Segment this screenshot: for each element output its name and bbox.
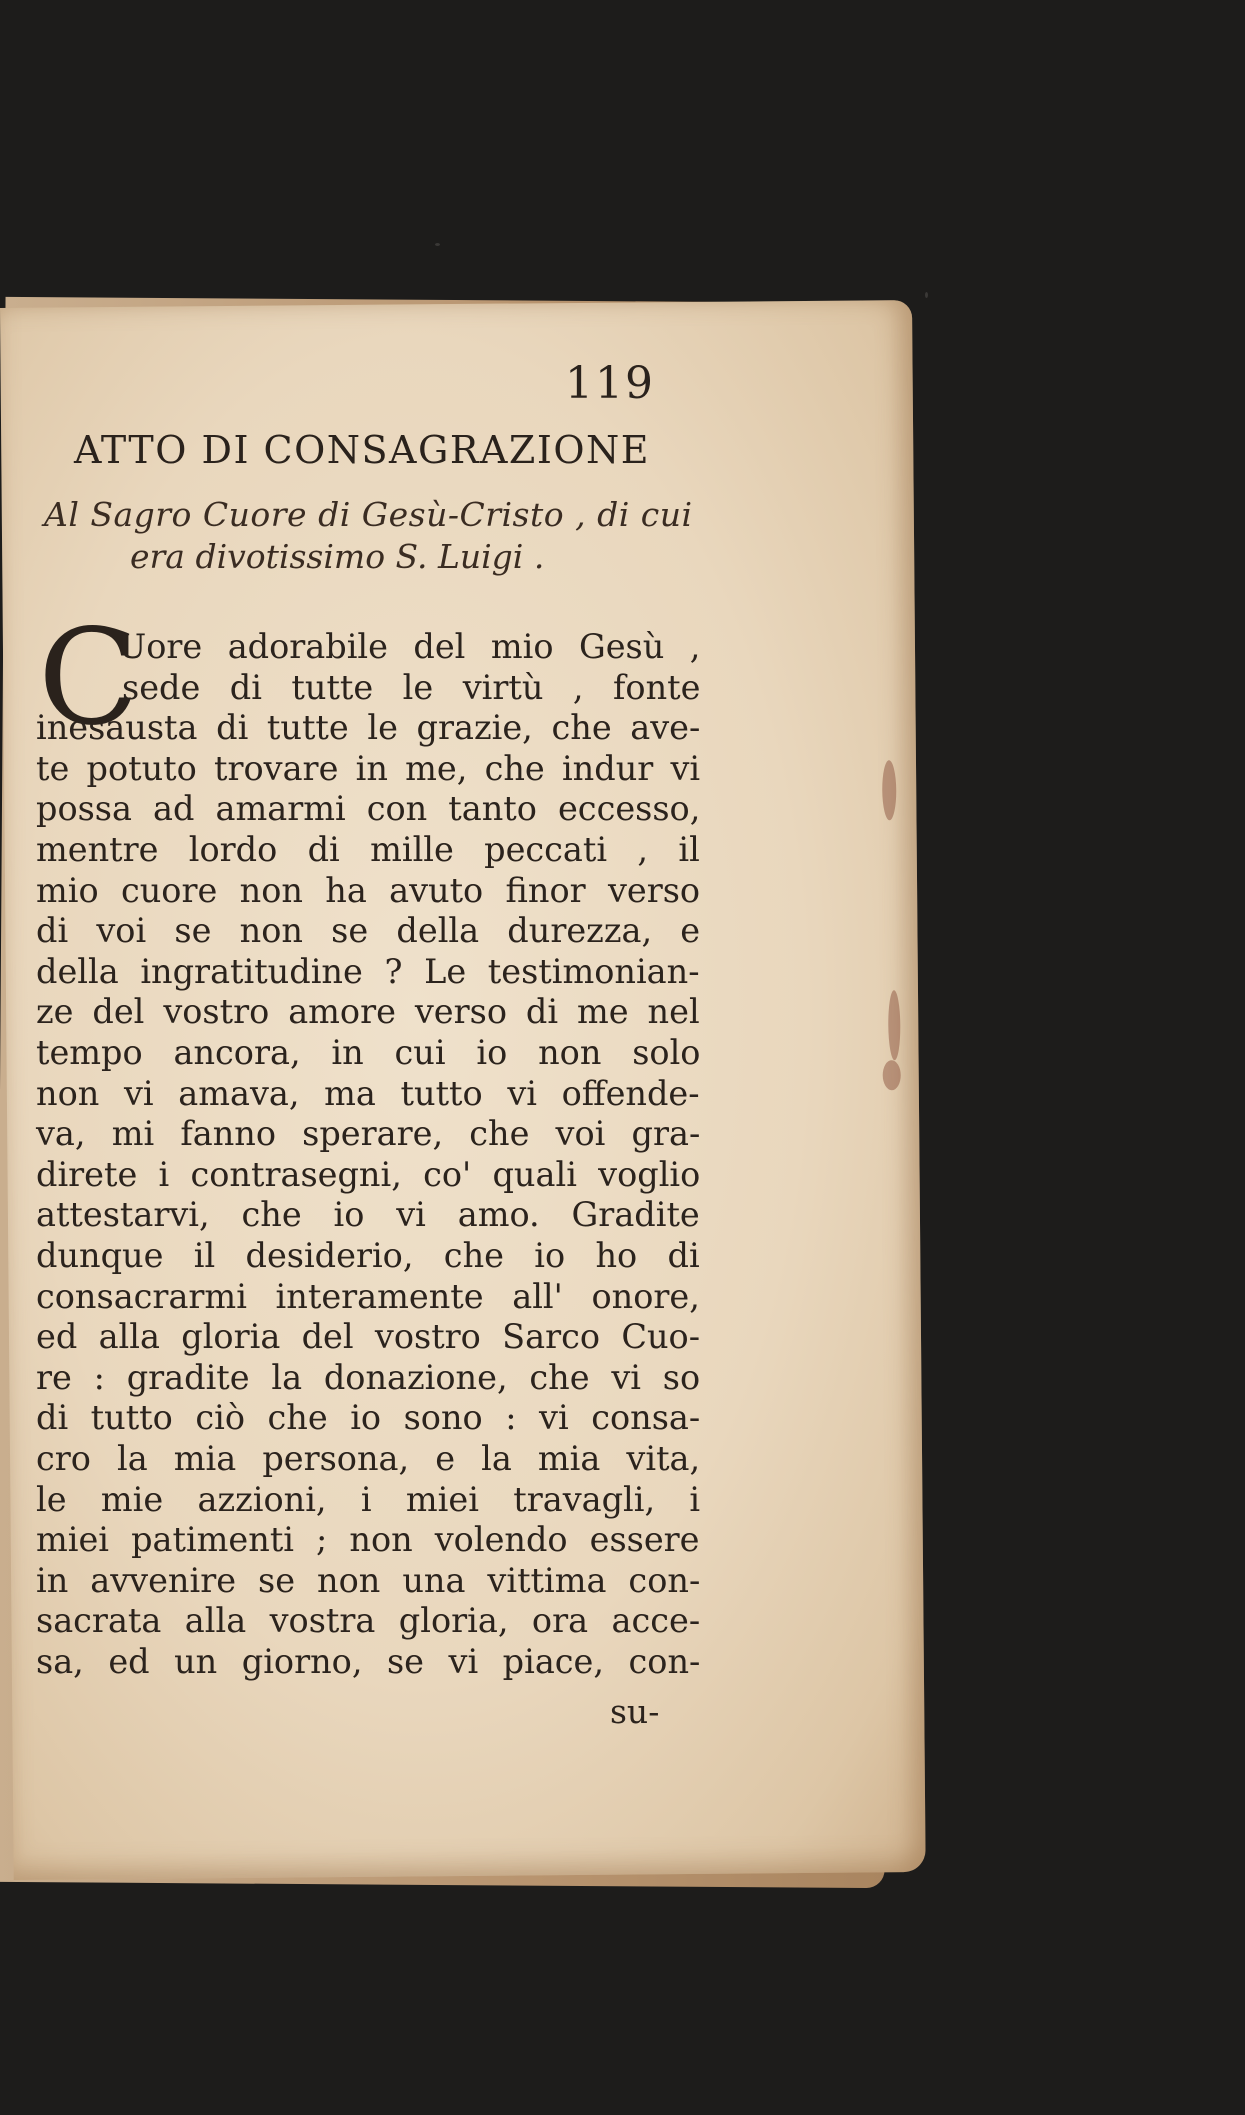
body-line: sede di tutte le virtù , fonte <box>122 667 701 707</box>
subtitle-line: Al Sagro Cuore di Gesù-Cristo , di cui <box>44 495 693 534</box>
body-line: sa, ed un giorno, se vi piace, con- <box>36 1642 701 1681</box>
page-stain <box>882 760 897 820</box>
body-line: miei patimenti ; non volendo essere <box>36 1520 700 1560</box>
body-line: re : gradite la donazione, che vi so <box>36 1357 701 1397</box>
body-line: sacrata alla vostra gloria, ora acce- <box>36 1601 701 1641</box>
drop-cap: C <box>38 601 139 755</box>
chapter-title: ATTO DI CONSAGRAZIONE <box>74 428 650 472</box>
body-line: ze del vostro amore verso di me nel <box>36 992 700 1032</box>
body-line: dunque il desiderio, che io ho di <box>36 1236 700 1275</box>
body-line: le mie azzioni, i miei travagli, i <box>36 1479 701 1519</box>
page-stain <box>888 990 901 1060</box>
body-line: non vi amava, ma tutto vi offende- <box>36 1073 700 1113</box>
body-line: attestarvi, che io vi amo. Gradite <box>36 1195 700 1235</box>
page-number: 119 <box>565 358 655 409</box>
body-line: consacrarmi interamente all' onore, <box>36 1276 700 1316</box>
body-line: inesausta di tutte le grazie, che ave- <box>36 708 701 748</box>
subtitle-line: era divotissimo S. Luigi . <box>130 537 545 576</box>
body-line: mio cuore non ha avuto finor verso <box>36 870 701 910</box>
page-stain <box>883 1060 901 1090</box>
body-line: tempo ancora, in cui io non solo <box>36 1033 701 1072</box>
body-line: della ingratitudine ? Le testimonian- <box>36 951 700 991</box>
body-line: di voi se non se della durezza, e <box>36 911 701 951</box>
body-line: cro la mia persona, e la mia vita, <box>36 1439 701 1478</box>
body-line: ed alla gloria del vostro Sarco Cuo- <box>36 1317 701 1357</box>
body-line: possa ad amarmi con tanto eccesso, <box>36 789 701 829</box>
catchword: su- <box>610 1692 660 1731</box>
background-speck <box>435 243 440 246</box>
body-line: va, mi fanno sperare, che voi gra- <box>36 1114 701 1154</box>
body-line: di tutto ciò che io sono : vi consa- <box>36 1398 701 1438</box>
body-line: te potuto trovare in me, che indur vi <box>36 748 701 788</box>
body-line: in avvenire se non una vittima con- <box>36 1560 701 1600</box>
body-line: mentre lordo di mille peccati , il <box>36 830 700 869</box>
body-line: Uore adorabile del mio Gesù , <box>118 627 701 666</box>
body-line: direte i contrasegni, co' quali voglio <box>36 1154 701 1194</box>
background-speck <box>925 292 928 298</box>
